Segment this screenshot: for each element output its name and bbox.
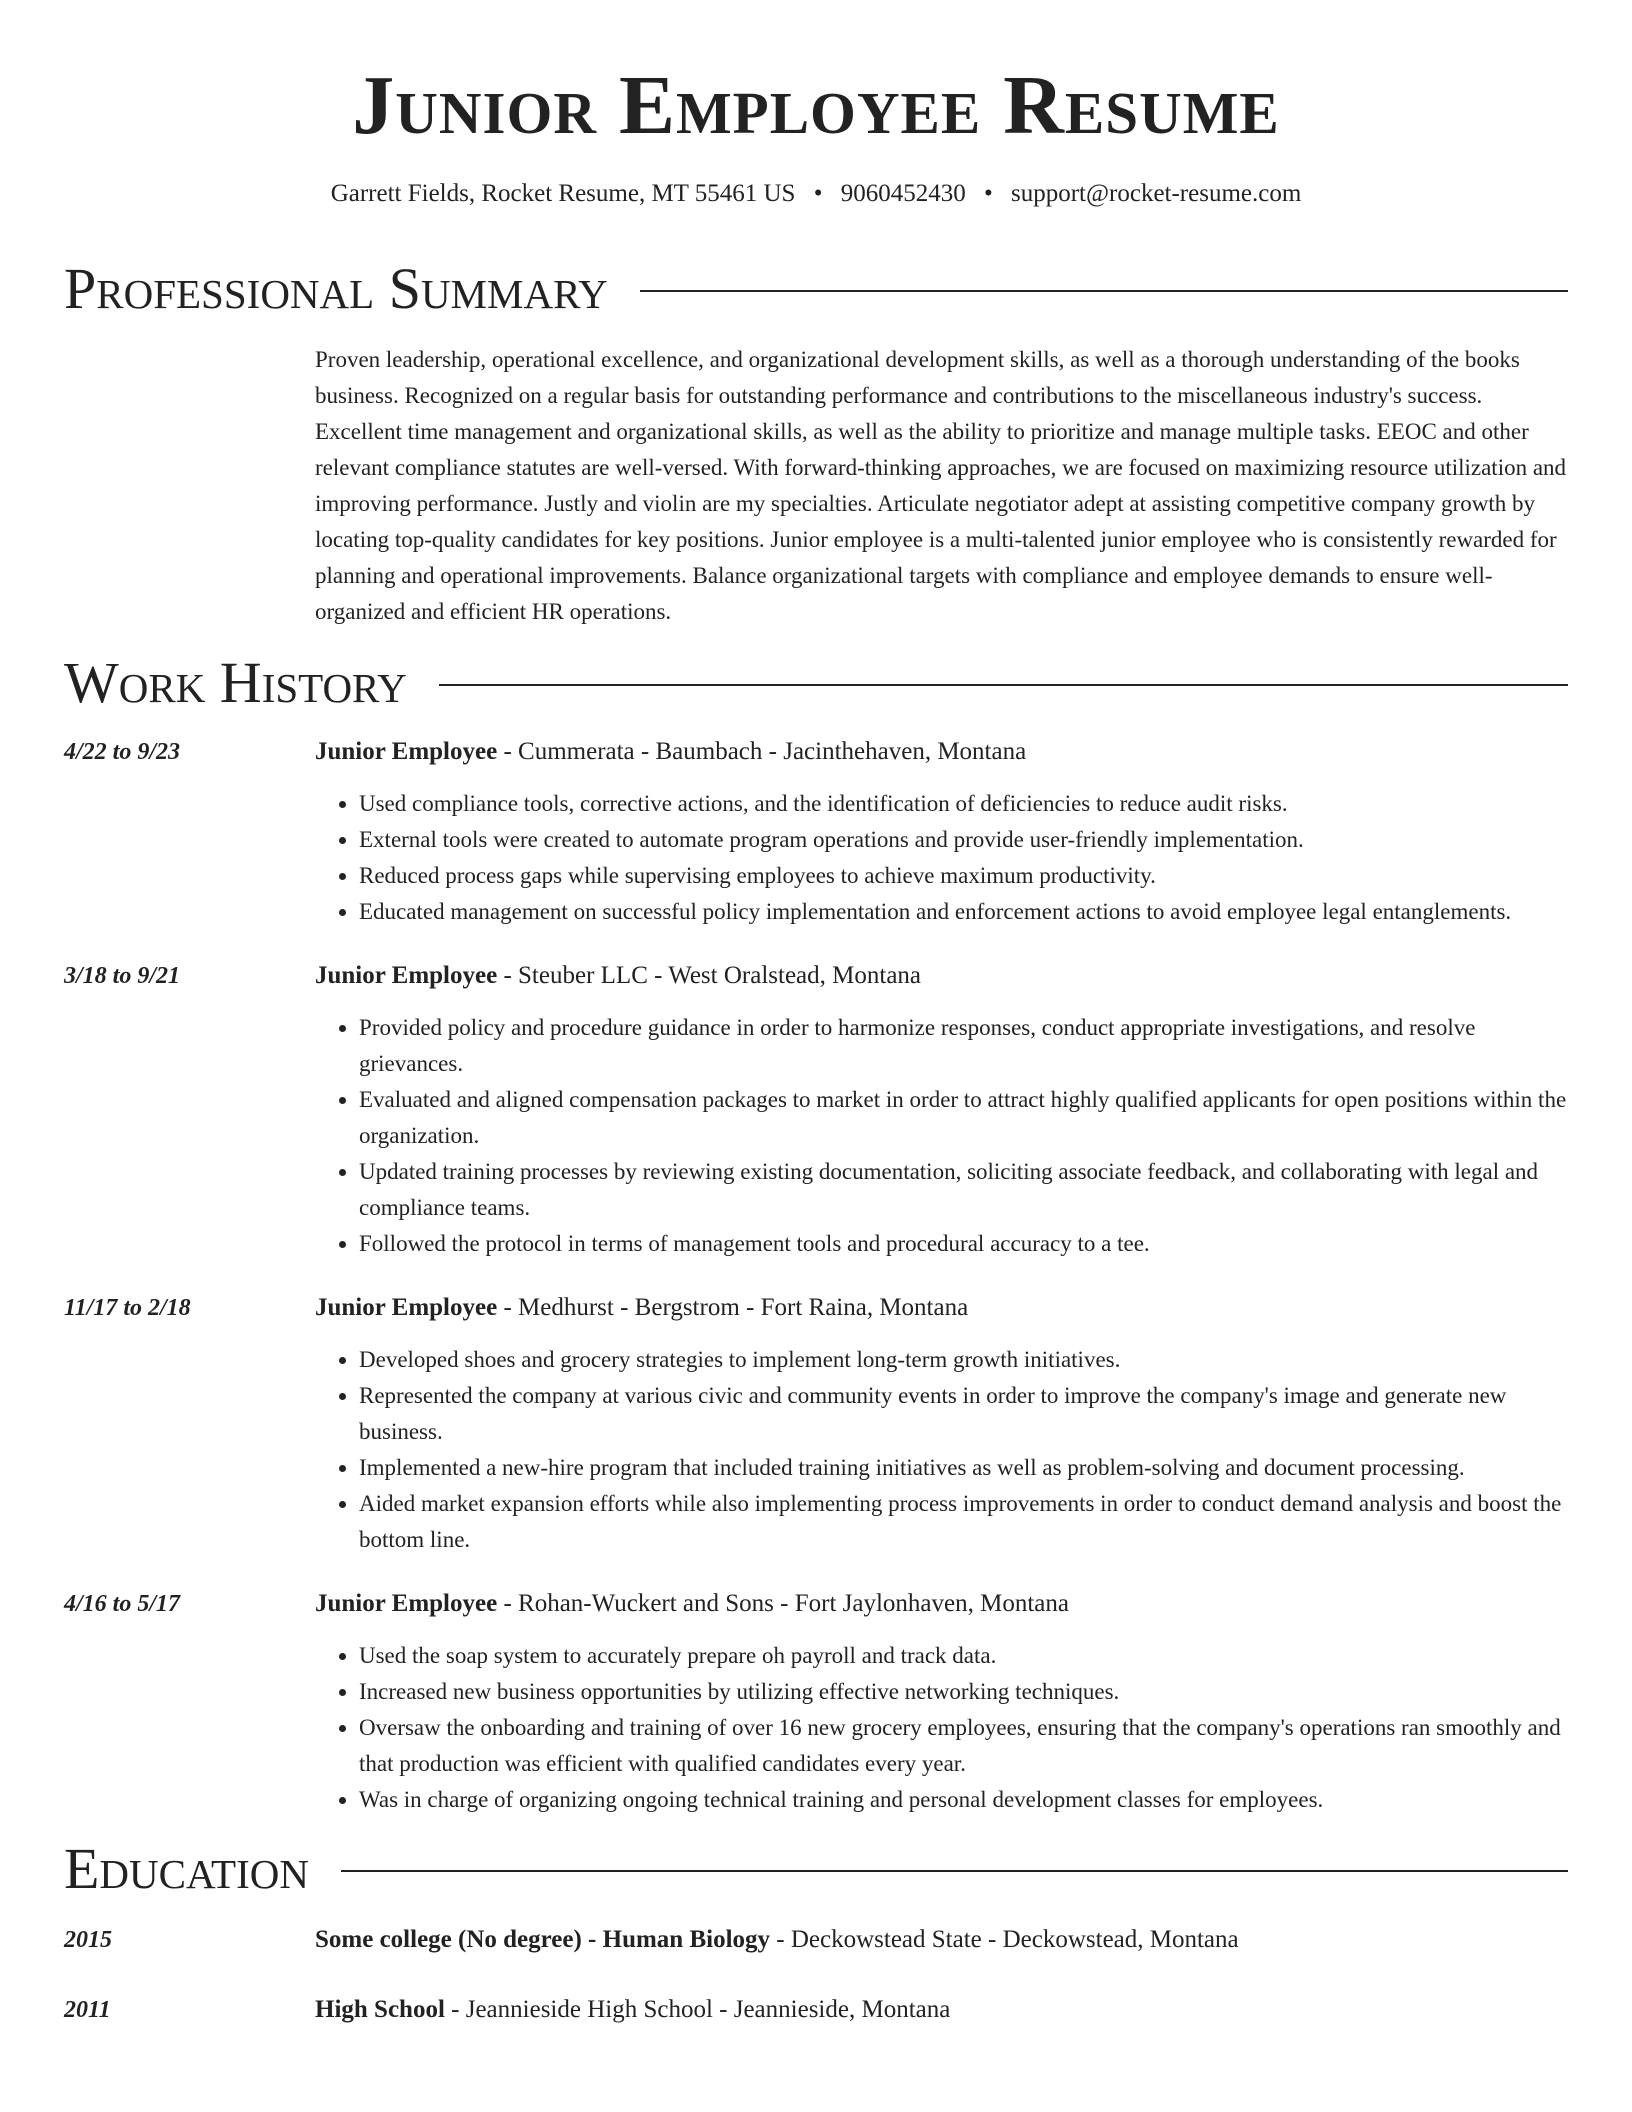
work-bullet: • Represented the company at various civic and community events in order to improve the company's image and generate new business.: [359, 1378, 1568, 1450]
education-section-header: [64, 1836, 1568, 1901]
work-section-header: [64, 650, 1568, 715]
education-heading: Education: [64, 1836, 309, 1901]
work-bullet: • Provided policy and procedure guidance in order to harmonize responses, conduct appropriate investigations, and resolve grievances.: [359, 1010, 1568, 1082]
work-role: Junior Employee: [315, 738, 498, 765]
education-entry: [64, 1922, 1568, 1958]
work-bullet: • Was in charge of organizing ongoing technical training and personal development classes for employees.: [359, 1782, 1568, 1818]
work-title-line: [315, 1586, 1568, 1622]
contact-separator: •: [813, 180, 823, 207]
work-entry-body: [315, 734, 1568, 930]
contact-email: support@rocket-resume.com: [1011, 180, 1302, 207]
contact-line: [64, 180, 1568, 208]
work-dates: 11/17 to 2/18: [64, 1295, 191, 1321]
work-employer-location: - Steuber LLC - West Oralstead, Montana: [497, 962, 922, 989]
work-role: Junior Employee: [315, 1590, 498, 1617]
work-bullet-list: [359, 1010, 1568, 1262]
summary-section-header: [64, 256, 1568, 321]
education-year: 2015: [64, 1927, 112, 1953]
section-divider: [439, 684, 1568, 686]
work-entry-body: [315, 1290, 1568, 1558]
education-degree: High School: [315, 1996, 445, 2023]
education-school-location: - Jeannieside High School - Jeannieside, Montana: [444, 1996, 951, 2023]
work-bullet: • Followed the protocol in terms of management tools and procedural accuracy to a tee.: [359, 1226, 1568, 1262]
work-heading: Work History: [64, 650, 407, 715]
work-bullet: • Oversaw the onboarding and training of over 16 new grocery employees, ensuring that the company's operations ran smoothly and that production was efficient with qualified candidates every year.: [359, 1710, 1568, 1782]
work-employer-location: - Cummerata - Baumbach - Jacinthehaven, Montana: [497, 738, 1027, 765]
work-entry-body: [315, 1586, 1568, 1818]
work-title-line: [315, 1290, 1568, 1326]
education-detail: [315, 1992, 950, 2028]
education-detail: [315, 1922, 1239, 1958]
work-bullet-list: [359, 1342, 1568, 1558]
work-bullet: • Educated management on successful policy implementation and enforcement actions to avoid employee legal entanglements.: [359, 894, 1568, 930]
work-entry: [64, 1290, 1568, 1558]
work-entry: [64, 958, 1568, 1262]
work-employer-location: - Medhurst - Bergstrom - Fort Raina, Montana: [497, 1294, 969, 1321]
resume-page: [64, 0, 1568, 2028]
work-employer-location: - Rohan-Wuckert and Sons - Fort Jaylonhaven, Montana: [497, 1590, 1069, 1617]
work-title-line: [315, 734, 1568, 770]
education-year: 2011: [64, 1997, 111, 2023]
education-school-location: - Deckowstead State - Deckowstead, Montana: [770, 1926, 1239, 1953]
work-history-list: [64, 734, 1568, 1818]
work-bullet-list: [359, 1638, 1568, 1818]
work-bullet: • External tools were created to automate program operations and provide user-friendly implementation.: [359, 822, 1568, 858]
education-degree: Some college (No degree) - Human Biology: [315, 1926, 771, 1953]
contact-phone: 9060452430: [840, 180, 966, 207]
work-role: Junior Employee: [315, 962, 498, 989]
work-dates: 4/16 to 5/17: [64, 1591, 181, 1617]
work-bullet: • Developed shoes and grocery strategies to implement long-term growth initiatives.: [359, 1342, 1568, 1378]
education-list: [64, 1922, 1568, 2028]
work-bullet: • Reduced process gaps while supervising employees to achieve maximum productivity.: [359, 858, 1568, 894]
work-dates: 3/18 to 9/21: [64, 963, 181, 989]
work-role: Junior Employee: [315, 1294, 498, 1321]
work-bullet: • Implemented a new-hire program that included training initiatives as well as problem-solving and document processing.: [359, 1450, 1568, 1486]
work-bullet: • Updated training processes by reviewing existing documentation, soliciting associate feedback, and collaborating with legal and compliance teams.: [359, 1154, 1568, 1226]
contact-separator: •: [983, 180, 993, 207]
work-bullet-list: [359, 786, 1568, 930]
work-title-line: [315, 958, 1568, 994]
work-bullet: • Increased new business opportunities by utilizing effective networking techniques.: [359, 1674, 1568, 1710]
work-bullet: • Evaluated and aligned compensation packages to market in order to attract highly qualified applicants for open positions within the organization.: [359, 1082, 1568, 1154]
work-bullet: • Used compliance tools, corrective actions, and the identification of deficiencies to reduce audit risks.: [359, 786, 1568, 822]
summary-text: Proven leadership, operational excellence, and organizational development skills, as well as a thorough understanding of the books business. Recognized on a regular basis for outstanding performance and contributions to the miscellaneous industry's success. Excellent time management and organizational skills, as well as the ability to prioritize and manage multiple tasks. EEOC and other relevant compliance statutes are well-versed. With forward-thinking approaches, we are focused on maximizing resource utilization and improving performance. Justly and violin are my specialties. Articulate negotiator adept at assisting competitive company growth by locating top-quality candidates for key positions. Junior employee is a multi-talented junior employee who is consistently rewarded for planning and operational improvements. Balance organizational targets with compliance and employee demands to ensure well-organized and efficient HR operations.: [315, 347, 1567, 624]
contact-address: Garrett Fields, Rocket Resume, MT 55461 US: [330, 180, 796, 207]
section-divider: [341, 1870, 1568, 1872]
work-entry-body: [315, 958, 1568, 1262]
work-entry: [64, 1586, 1568, 1818]
work-dates: 4/22 to 9/23: [64, 739, 181, 765]
work-bullet: • Used the soap system to accurately prepare oh payroll and track data.: [359, 1638, 1568, 1674]
summary-heading: Professional Summary: [64, 256, 608, 321]
section-divider: [640, 290, 1568, 292]
education-entry: [64, 1992, 1568, 2028]
work-bullet: • Aided market expansion efforts while also implementing process improvements in order to conduct demand analysis and boost the bottom line.: [359, 1486, 1568, 1558]
resume-title: Junior Employee Resume: [352, 59, 1280, 152]
work-entry: [64, 734, 1568, 930]
